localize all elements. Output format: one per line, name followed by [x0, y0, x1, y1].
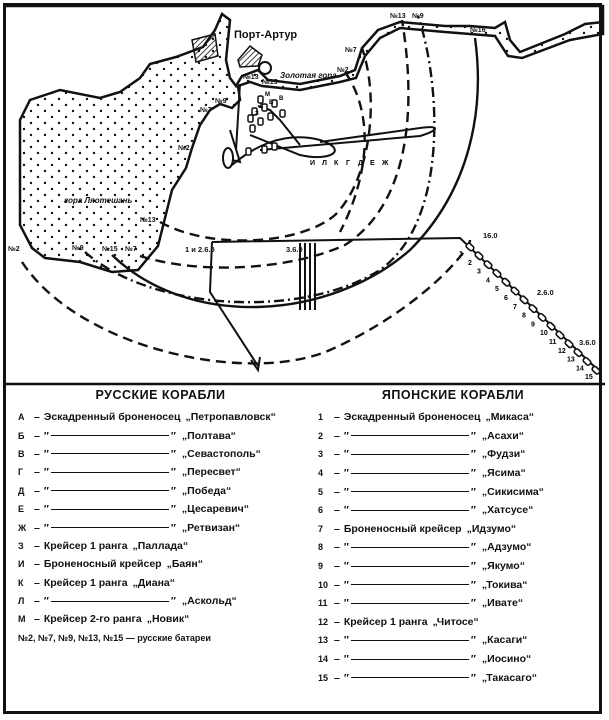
- time-label: 3.6.0: [286, 245, 303, 254]
- legend-item: [318, 557, 588, 576]
- japanese-ship-number: 10: [540, 330, 548, 338]
- ditto-line: [51, 509, 169, 510]
- ditto-mark: ″: [470, 429, 476, 442]
- ship-key: А: [18, 412, 25, 423]
- legend-item: [318, 501, 588, 520]
- ship-type: Крейсер 1 ранга: [43, 539, 128, 552]
- ship-key: 14: [318, 654, 329, 665]
- ditto-mark: ″: [343, 504, 349, 517]
- battery-label: №13: [140, 217, 156, 224]
- legend-item: [318, 445, 588, 464]
- ditto-line: [51, 601, 169, 602]
- battery-label: №7: [345, 47, 357, 54]
- legend-russian-ships: [18, 388, 303, 647]
- legend-item: [18, 555, 303, 573]
- dash-separator: –: [34, 466, 40, 479]
- ship-key: З: [18, 540, 24, 551]
- japanese-ship-marker: [555, 330, 564, 339]
- japanese-ship-number: 1: [459, 251, 463, 258]
- dash-separator: –: [334, 578, 340, 591]
- ship-key: М: [18, 614, 26, 625]
- russian-ship-letter: К: [334, 160, 339, 167]
- battery-label: №2: [178, 145, 190, 152]
- ship-name: „Аскольд“: [181, 595, 237, 608]
- ship-key: 11: [318, 598, 328, 609]
- ditto-mark: ″: [343, 448, 349, 461]
- ship-key: Г: [18, 467, 24, 478]
- dash-separator: –: [334, 504, 340, 517]
- golden-hill-mark: [259, 62, 271, 74]
- legend-item: [318, 408, 588, 427]
- ship-type: Эскадренный броненосец: [343, 411, 481, 424]
- japanese-ship-marker: [510, 286, 519, 295]
- ditto-line: [351, 491, 469, 492]
- ship-key: 3: [318, 449, 324, 460]
- ship-key: 8: [318, 542, 324, 553]
- ship-key: 15: [318, 672, 329, 683]
- legend-item: [18, 610, 303, 628]
- japanese-ship-number: 2: [468, 259, 472, 267]
- battery-label: №2: [8, 246, 20, 253]
- ship-key: Е: [18, 504, 25, 515]
- battery-label: №9: [412, 13, 424, 20]
- ditto-mark: ″: [343, 429, 349, 442]
- ditto-line: [351, 454, 469, 455]
- russian-ship-letter: М: [265, 92, 270, 98]
- dash-separator: –: [334, 615, 340, 628]
- legend-item: [18, 592, 303, 610]
- ditto-line: [51, 490, 169, 491]
- ship-name: „Адзумо“: [481, 541, 532, 554]
- dash-separator: –: [334, 634, 340, 647]
- japanese-ship-marker: [528, 304, 537, 313]
- legend-item: [318, 613, 588, 632]
- russian-ship-marker: [248, 115, 253, 122]
- ship-name: „Петропавловск“: [185, 411, 276, 424]
- japanese-ship-number: 8: [522, 312, 526, 320]
- dash-separator: –: [334, 597, 340, 610]
- dash-separator: –: [334, 448, 340, 461]
- ship-key: 5: [318, 486, 324, 497]
- ship-name: „Пересвет“: [181, 466, 241, 479]
- ship-name: „Хатсусе“: [481, 504, 534, 517]
- ship-name: „Паллада“: [132, 539, 189, 552]
- ditto-mark: ″: [170, 503, 176, 516]
- ditto-line: [351, 584, 469, 585]
- japanese-ship-number: 6: [504, 295, 508, 302]
- legend-item: [18, 482, 303, 500]
- ditto-mark: ″: [343, 597, 349, 610]
- battery-label: №15: [102, 246, 118, 253]
- japanese-ship-number: 3: [477, 268, 481, 276]
- ship-key: 7: [318, 523, 324, 534]
- dash-separator: –: [334, 522, 340, 535]
- ditto-mark: ″: [43, 595, 49, 608]
- russian-ship-letter: В: [279, 96, 284, 102]
- legend-item: [18, 426, 303, 444]
- legend-item: [18, 500, 303, 518]
- russian-ship-letter: Д: [358, 160, 363, 167]
- battery-note: №2, №7, №9, №13, №15 — русские батареи: [18, 632, 211, 643]
- japanese-ship-number: 9: [531, 321, 535, 329]
- japanese-ship-number: 7: [513, 303, 517, 311]
- ship-name: „Фудзи“: [481, 448, 526, 461]
- time-label: 3.6.0: [579, 338, 596, 347]
- dash-separator: –: [34, 613, 40, 626]
- ditto-line: [351, 566, 469, 567]
- ditto-mark: ″: [343, 541, 349, 554]
- dash-separator: –: [34, 447, 40, 460]
- russian-ship-marker: [258, 96, 263, 103]
- ditto-mark: ″: [470, 448, 476, 461]
- dash-separator: –: [334, 653, 340, 666]
- ship-key: 9: [318, 561, 324, 572]
- russian-ship-marker: [246, 148, 251, 155]
- ditto-mark: ″: [470, 597, 476, 610]
- russian-ship-letter: З: [255, 111, 259, 117]
- russian-ship-marker: [268, 113, 273, 120]
- ditto-line: [351, 640, 469, 641]
- japanese-ship-marker: [474, 251, 483, 260]
- ship-type: Броненосный крейсер: [343, 522, 462, 535]
- dash-separator: –: [34, 411, 40, 424]
- ditto-mark: ″: [170, 447, 176, 460]
- ditto-mark: ″: [343, 560, 349, 573]
- japanese-ship-marker: [519, 295, 528, 304]
- ship-name: „Касаги“: [481, 634, 528, 647]
- ship-key: 13: [318, 635, 329, 646]
- japanese-ship-number: 12: [558, 347, 566, 355]
- ship-name: „Иосино“: [481, 653, 532, 666]
- dash-separator: –: [34, 521, 40, 534]
- ship-name: „Новик“: [146, 613, 190, 626]
- ditto-mark: ″: [470, 485, 476, 498]
- ditto-mark: ″: [43, 466, 49, 479]
- legend-title: РУССКИЕ КОРАБЛИ: [95, 388, 226, 402]
- battery-label: №2: [337, 67, 349, 74]
- ditto-line: [51, 472, 169, 473]
- battery-label: №9: [72, 245, 84, 252]
- legend-item: [18, 445, 303, 463]
- ditto-mark: ″: [43, 503, 49, 516]
- ditto-mark: ″: [170, 484, 176, 497]
- ditto-mark: ″: [343, 485, 349, 498]
- dash-separator: –: [334, 560, 340, 573]
- dash-separator: –: [34, 503, 40, 516]
- dash-separator: –: [334, 411, 340, 424]
- russian-ship-marker: [250, 125, 255, 132]
- dash-separator: –: [34, 558, 40, 571]
- japanese-ship-number: 4: [486, 277, 490, 285]
- russian-ship-letter: И: [310, 160, 316, 167]
- ditto-mark: ″: [343, 634, 349, 647]
- ditto-mark: ″: [470, 578, 476, 591]
- fortification-hatch: [192, 34, 218, 62]
- legend-item: [18, 518, 303, 536]
- japanese-ship-marker: [537, 313, 546, 322]
- battery-label: №16: [470, 27, 486, 34]
- japanese-ship-number: 14: [576, 365, 584, 373]
- russian-ship-letter: Л: [322, 160, 327, 167]
- ditto-mark: ″: [343, 467, 349, 480]
- ditto-line: [351, 547, 469, 548]
- dash-separator: –: [34, 539, 40, 552]
- ship-key: 10: [318, 579, 329, 590]
- ditto-mark: ″: [470, 634, 476, 647]
- ditto-mark: ″: [470, 653, 476, 666]
- ditto-mark: ″: [343, 578, 349, 591]
- ship-name: „Ясима“: [481, 467, 526, 480]
- ditto-line: [51, 527, 169, 528]
- ship-key: 4: [318, 468, 324, 479]
- battery-label: №7: [200, 107, 212, 114]
- ship-type: Крейсер 1 ранга: [343, 615, 428, 628]
- dash-separator: –: [334, 485, 340, 498]
- ship-type: Крейсер 1 ранга: [43, 576, 128, 589]
- legend-item: [318, 631, 588, 650]
- russian-ship-letter: Е: [370, 160, 375, 167]
- ship-name: „Якумо“: [481, 560, 525, 573]
- dash-separator: –: [34, 484, 40, 497]
- ditto-mark: ″: [470, 560, 476, 573]
- ship-name: „Ретвизан“: [181, 521, 241, 534]
- battery-label: №9: [215, 98, 227, 105]
- japanese-ship-marker: [501, 278, 510, 287]
- russian-ship-letter: Б: [269, 100, 274, 106]
- ship-key: Б: [18, 430, 25, 441]
- legend-japanese-ships: [318, 388, 588, 687]
- russian-ship-letter: Г: [346, 160, 350, 167]
- ship-name: „Севастополь“: [181, 447, 261, 460]
- ditto-mark: ″: [170, 521, 176, 534]
- legend-item: [318, 668, 588, 687]
- ship-name: „Читосе“: [432, 615, 479, 628]
- japanese-ship-number: 15: [585, 374, 593, 382]
- ship-key: В: [18, 448, 25, 459]
- dash-separator: –: [334, 541, 340, 554]
- ship-name: „Ивате“: [481, 597, 524, 610]
- ship-key: Л: [18, 596, 25, 607]
- ditto-mark: ″: [470, 541, 476, 554]
- battery-label: №13: [390, 13, 406, 20]
- ship-key: 6: [318, 505, 324, 516]
- battery-label: №7: [125, 246, 137, 253]
- ship-name: „Асахи“: [481, 429, 524, 442]
- ship-type: Крейсер 2-го ранга: [43, 613, 142, 626]
- fortification-hatch: [238, 46, 262, 67]
- dash-separator: –: [334, 467, 340, 480]
- ditto-mark: ″: [470, 671, 476, 684]
- russian-ship-marker: [280, 110, 285, 117]
- ship-key: Ж: [18, 522, 27, 533]
- label-port-arthur: Порт-Артур: [234, 29, 298, 41]
- ditto-line: [351, 473, 469, 474]
- dash-separator: –: [34, 429, 40, 442]
- ship-name: „Токива“: [481, 578, 528, 591]
- ship-name: „Микаса“: [485, 411, 535, 424]
- ship-name: „Победа“: [181, 484, 232, 497]
- ship-key: И: [18, 559, 25, 570]
- ditto-mark: ″: [343, 653, 349, 666]
- russian-ship-letter: А: [259, 104, 264, 110]
- range-arc: [340, 72, 365, 232]
- ship-name: „Баян“: [166, 558, 203, 571]
- ditto-mark: ″: [43, 429, 49, 442]
- legend-item: [318, 427, 588, 446]
- ditto-line: [351, 435, 469, 436]
- legend-item: [18, 537, 303, 555]
- japanese-ship-marker: [492, 269, 501, 278]
- russian-ship-letter: Ж: [382, 160, 389, 167]
- legend-item: [318, 594, 588, 613]
- ditto-mark: ″: [470, 504, 476, 517]
- ship-name: „Полтава“: [181, 429, 236, 442]
- russian-ship-marker: [262, 146, 267, 153]
- japanese-ship-marker: [483, 260, 492, 269]
- dash-separator: –: [334, 429, 340, 442]
- label-liaoteshan: гора Ляотешань: [64, 196, 133, 205]
- ditto-mark: ″: [170, 466, 176, 479]
- ditto-line: [351, 510, 469, 511]
- japanese-course: [210, 238, 600, 372]
- legend-note: [18, 629, 303, 647]
- battery-label: №15: [262, 79, 278, 86]
- ship-name: „Диана“: [132, 576, 176, 589]
- dash-separator: –: [334, 671, 340, 684]
- russian-ship-markers: [246, 92, 389, 167]
- legend-item: [318, 464, 588, 483]
- ditto-line: [351, 603, 469, 604]
- ditto-line: [351, 659, 469, 660]
- ditto-line: [351, 677, 469, 678]
- ditto-line: [51, 435, 169, 436]
- dash-separator: –: [34, 595, 40, 608]
- battery-label: №13: [243, 74, 259, 81]
- ship-name: „Сикисима“: [481, 485, 544, 498]
- ditto-mark: ″: [43, 484, 49, 497]
- ship-key: 2: [318, 430, 324, 441]
- ditto-line: [51, 453, 169, 454]
- japanese-ship-number: 11: [549, 339, 557, 346]
- ship-key: 12: [318, 616, 329, 627]
- legend-item: [18, 574, 303, 592]
- japanese-ship-number: 13: [567, 356, 575, 364]
- ship-type: Эскадренный броненосец: [43, 411, 181, 424]
- japanese-ship-markers: [459, 242, 601, 381]
- ditto-mark: ″: [170, 429, 176, 442]
- russian-ship-marker: [258, 118, 263, 125]
- ship-type: Броненосный крейсер: [43, 558, 162, 571]
- dash-separator: –: [34, 576, 40, 589]
- russian-ship-marker: [272, 143, 277, 150]
- legend-item: [18, 463, 303, 481]
- label-golden-hill: Золотая гора: [280, 71, 337, 80]
- time-label: 2.6.0: [537, 288, 554, 297]
- legend-item: [18, 408, 303, 426]
- japanese-ship-number: 5: [495, 286, 499, 294]
- ship-key: Д: [18, 485, 25, 496]
- ditto-mark: ″: [43, 447, 49, 460]
- ditto-mark: ″: [43, 521, 49, 534]
- time-label: 1 и 2.6.0: [185, 245, 215, 254]
- legend-title: ЯПОНСКИЕ КОРАБЛИ: [381, 388, 525, 402]
- ship-name: „Идзумо“: [466, 522, 517, 535]
- legend-item: [318, 650, 588, 669]
- ditto-mark: ″: [343, 671, 349, 684]
- legend-item: [318, 520, 588, 539]
- ditto-mark: ″: [470, 467, 476, 480]
- legend-item: [318, 482, 588, 501]
- legend-item: [318, 575, 588, 594]
- ship-key: 1: [318, 412, 324, 423]
- ship-key: К: [18, 577, 24, 588]
- legend-item: [318, 538, 588, 557]
- ship-name: „Такасаго“: [481, 671, 538, 684]
- ship-name: „Цесаревич“: [181, 503, 249, 516]
- japanese-ship-marker: [465, 242, 474, 251]
- time-label: 16.0: [483, 231, 498, 240]
- ditto-mark: ″: [170, 595, 176, 608]
